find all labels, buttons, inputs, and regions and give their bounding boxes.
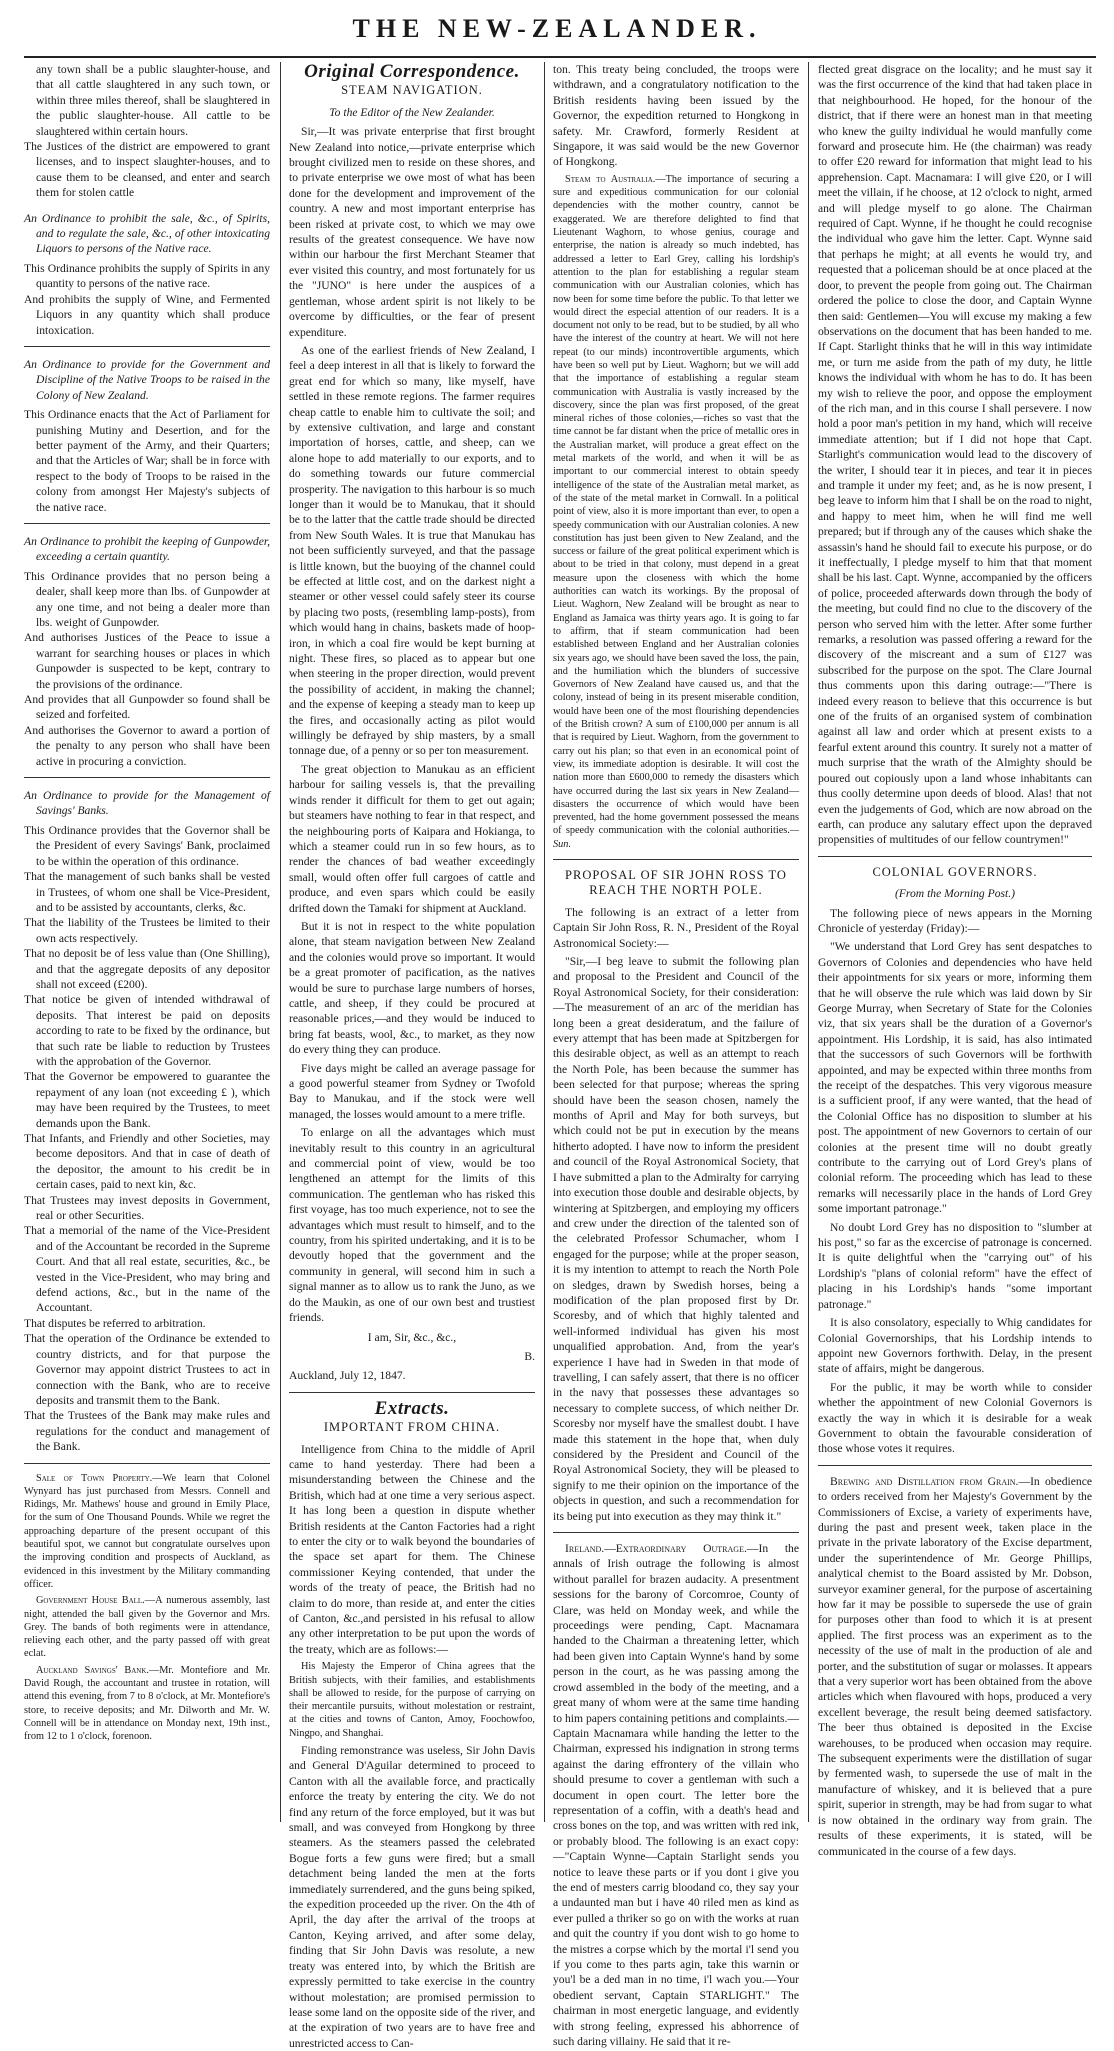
news-ball-title: Government House Ball.	[36, 1595, 145, 1607]
divider	[24, 346, 270, 347]
divider	[553, 1532, 799, 1533]
source-credit: (From the Morning Post.)	[894, 887, 1015, 901]
article-paragraph: As one of the earliest friends of New Zealand, I feel a deep interest in all that is likely to forward the great end for which so many, like myself, have settled in these remote regions. The farmer requires cheap cattle to enable him to cultivate the soil; and by extensive cultivation, and large and constant importation of horses, cattle, and sheep, can we alone hope to add materially to our exports, and to do something towards our future commercial prosperity. The navigation to this harbour is so much longer than it would be to Manukau, that it should be to the latter that the cattle trade should be directed from New South Wales. It is true that Manukau has not been sufficiently surveyed, and that the passage is little known, but the buoying of the channel could be effected at little cost, and on the darkest night a steamer or other vessel could safely steer its course by placing two posts, (resembling lamp-posts), from which would hang in chains, baskets made of hoop-iron, in which a coal fire would be kept burning at night. These fires, so placed as to appear but one when steering in the proper direction, would prevent the possibility of accident, in making the channel; and the expense of keeping a steady man to keep up the fires, and occasionally acting as pilot would willingly be defrayed by ship masters, by a small tonnage due, of a penny or so per ton measurement.	[289, 343, 535, 758]
article-paragraph: Sir,—It was private enterprise that first brought New Zealand into notice,—private enterprise which brought civilized men to reside on these shores, and to private enterprise we owe most of what has been done for the development and improvement of the country. A new and most important enterprise has been risked at private cost, to which we may owe results of the greatest consequence. We have now within our harbour the first Merchant Steamer that ever visited this country, and most fortunately for us the "JUNO" is here under the auspices of a gentleman, whose ardent spirit is not likely to be overcome by difficulties, or the fear of present expenditure.	[289, 125, 535, 339]
divider	[818, 856, 1092, 857]
ordinance-text: And provides that all Gunpowder so found shall be seized and forfeited.	[24, 693, 270, 722]
article-paragraph: To enlarge on all the advantages which must inevitably result to this country in an agricultural and commercial point of view, would be too lengthened an attempt for the limits of this communication. The gentleman who has risked this first voyage, has too much experience, not to see the advantages which must result to himself, and to the country, from his spirited undertaking, and it is to be devoutly hoped that the government and the community in general, will second him in such a signal manner as to allow us to rank the Juno, as we do the Maukin, as one of our own best and trustiest friends.	[289, 1126, 535, 1325]
salutation: To the Editor of the New Zealander.	[329, 105, 495, 119]
news-ball	[24, 1594, 270, 1660]
column-divider	[544, 62, 545, 1822]
masthead-rule	[24, 56, 1096, 58]
ordinance-item: That the management of such banks shall be vested in Trustees, of whom one shall be Vice-President, and to be assisted by accountants, clerks, &c.	[24, 870, 270, 914]
article-paragraph: But it is not in respect to the white population alone, that steam navigation between New Zealand and the colonies would prove so important. It would be a great promoter of pacification, as the natives would be sure to purchase large numbers of horses, cattle, and sheep, if they could be procured at reasonable prices,—and they would be induced to bring fat beasts, wool, &c., to market, as they now do every thing they can produce.	[289, 919, 535, 1057]
signature: B.	[524, 1349, 535, 1363]
ordinance-item: That disputes be referred to arbitration.	[24, 1316, 206, 1330]
article-paragraph: The great objection to Manukau as an efficient harbour for sailing vessels is, that the prevailing winds render it difficult for them to get out again; but steamers have nothing to fear in that respect, and the neighbouring ports of Kaipara and Hokianga, to which a steamer could run in so few hours, as to render the chances of bad weather exceedingly small, would often offer full cargoes of cattle and produce, and even spars which could be easily drifted down the Tamaki for shipment at Auckland.	[289, 762, 535, 915]
source-credit: —Sun.	[553, 825, 799, 850]
ordinance-item: That the liability of the Trustees be limited to their own acts respectively.	[24, 916, 270, 945]
ordinance-savings-title: An Ordinance to provide for the Management of Savings' Banks.	[24, 789, 270, 818]
ordinance-text: This Ordinance provides that the Governor shall be the President of every Savings' Bank, proclaimed to be within the operation of this ordinance.	[24, 823, 270, 868]
column-1	[24, 62, 270, 1822]
news-sale-text: —We learn that Colonel Wynyard has just purchased from Messrs. Connell and Ridings, Mr. Mathews' house and ground in Emily Place, for the sum of One Thousand Pounds. While we regret the approaching departure of the present occupant of this beautiful spot, we cannot but congratulate ourselves upon the improving condition and prospects of Auckland, as evidenced in this investment by the Military commanding officer.	[24, 1472, 270, 1590]
ordinance-item: That no deposit be of less value than (One Shilling), and that the aggregate deposits of any depositor shall not exceed (£200).	[24, 947, 270, 991]
article-paragraph: Intelligence from China to the middle of April came to hand yesterday. There had been a misunderstanding between the Chinese and the British, which had at one time a very serious aspect. It has long been a question in dispute whether British residents at the Canton Factories had a right to enter the city or to walk beyond the boundaries of the space set apart for them. The Chinese commissioner Keying contended, that under the words of the treaty of peace, the British had no claim to do more, than reside at, and enter the cities of Canton, &c.,and persisted in his refusal to allow any other interpretation to be put upon the words of the treaty, which are as follows:—	[289, 1442, 535, 1656]
section-title-extracts: Extracts.	[374, 1397, 450, 1419]
ordinance-text: And authorises Justices of the Peace to issue a warrant for searching houses or places in which Gunpowder is suspected to be kept, contrary to the provisions of the ordinance.	[24, 631, 270, 691]
news-brewing	[818, 1474, 1092, 1859]
article-paragraph: For the public, it may be worth while to consider whether the appointment of new Colonial Governors is exactly the way in which it is desirable for a weak Government to obtain the favourable consideration of those whose votes it requires.	[818, 1380, 1092, 1456]
article-paragraph: ton. This treaty being concluded, the troops were withdrawn, and a congratulatory notification to the British residents having been issued by the Governor, the expedition returned to Hongkong in safety. Mr. Crawford, formerly Resident at Singapore, it was said would be the new Governor of Hongkong.	[553, 63, 799, 169]
news-bank-title: Auckland Savings' Bank.	[36, 1664, 149, 1676]
article-paragraph: "We understand that Lord Grey has sent despatches to Governors of Colonies and dependencies who have held their appointments for six years or more, informing them that he will observe the rule which was laid down by Sir George Murray, when Secretary of State for the Colonies viz, that six years shall be the duration of a Governor's appointment. His Lordship, it is said, has also intimated that the successors of such Governors will be forthwith appointed, and may be expected within three months from the receipt of the despatches. This very vigorous measure is a sufficient proof, if any were wanted, that the head of the Colonial Office has no disposition to slumber at his post. The appointment of new Governors to certain of our colonies at the present time will no doubt greatly contribute to the carrying out of Lord Grey's plans of colonial reform. The proceeding which has lead to these remarks will necessarily place in the hands of Lord Grey some important patronage."	[818, 940, 1092, 1216]
column-3	[553, 62, 799, 2049]
news-steam-text: —The importance of securing a sure and expeditious communication for our colonial dependencies with the mother country, cannot be exaggerated. We are therefore delighted to find that Lieutenant Waghorn, to whose genius, courage and enterprise, the nation is already so much indebted, has addressed a letter to Earl Grey, calling his lordship's attention to the plan for establishing a regular steam communication with our Australian colonies, which has now been for some time before the public. To that letter we would direct the especial attention of our readers. It is a document not only to be read, but to be studied, by all who have the interest of the country at heart. We will not here repeat (to our minds) incontrovertible arguments, which have been so well put by Lieut. Waghorn; but we will add that the importance of establishing a regular steam communication with Australia is vastly increased by the discovery, since the plan was first proposed, of the great mineral riches of those colonies,—riches so vast that the time cannot be far distant when the price of metallic ores in the Australian market, will produce a great effect on the metal markets of the world, and when it will be as important to our commercial interest to obtain speedy intelligence of the state of the Australian metal market, as of the state of the metal market in Cornwall. In a political point of view, also it is more important than ever, to open a speedy communication with our Australian colonies. A new constitution has just been given to New Zealand, and the success or failure of the great political experiment which is about to be tried in that colony, must depend in a great measure upon the closeness with which the home authorities can watch its workings. By the proposal of Lieut. Waghorn, New Zealand will be brought as near to England as Jamaica was thirty years ago. It is going to far to affirm, that if steam communication had been established between England and her Australian colonies six years ago, we should have been saved the loss, the pain, and the humiliation which the blunders of successive Governors of New Zealand have caused us, and that the colony, instead of being in its present miserable condition, would have been one of the most flourishing dependencies of the British crown? A sum of £100,000 per annum is all that is required by Lieut. Waghorn, from the government to carry out his plan; so that even in an economical point of view, its immediate adoption is desirable. It will cost the nation more than £600,000 to remedy the disasters which have occurred during the last six years in New Zealand—disasters the occurrence of which would have been prevented, had the home government possessed the means of speedy communication with the colonial authorities.	[553, 173, 799, 837]
ordinance-item: That the Governor be empowered to guarantee the repayment of any loan (not exceeding £ ), which may have been required by the Trustees, to meet demands upon the Bank.	[24, 1070, 270, 1130]
news-ireland-title: Ireland.—Extraordinary Outrage.	[565, 1542, 747, 1556]
column-divider	[808, 62, 809, 1822]
divider	[24, 1463, 270, 1464]
ordinance-gunpowder-title: An Ordinance to prohibit the keeping of Gunpowder, exceeding a certain quantity.	[24, 534, 270, 564]
news-sale	[24, 1472, 270, 1592]
ordinance-item: That Trustees may invest deposits in Government, real or other Securities.	[24, 1193, 270, 1223]
ordinance-text: This Ordinance prohibits the supply of Spirits in any quantity to persons of the native race.	[24, 261, 270, 291]
divider	[24, 777, 270, 778]
ordinance-item: That Infants, and Friendly and other Societies, may become depositors. And that in case of death of the depositor, the amount to his credit be in certain cases, paid to next kin, &c.	[24, 1132, 270, 1192]
article-paragraph: Finding remonstrance was useless, Sir John Davis and General D'Aguilar determined to proceed to Canton with all the available force, and practically enforce the treaty by entering the city. We do not find any return of the force employed, but it was but small, and was conveyed from Hongkong by three steamers. As the steamers passed the celebrated Bogue forts a few guns were fired; but a small detachment being landed the men at the forts immediately surrendered, and the guns being spiked, the expedition proceeded up the river. On the 4th of April, the day after the arrival of the troops at Canton, Keying arrived, and after some delay, finding that Sir John Davis was resolute, a new treaty was entered into, by which the British are expressly permitted to take exercise in the country without molestation; are promised permission to lease some land on the opposite side of the river, and at the expiration of two years are to have free and unrestricted access to Can-	[289, 1744, 535, 2050]
masthead: THE NEW-ZEALANDER.	[352, 14, 762, 43]
article-paragraph: It is also consolatory, especially to Whig candidates for Colonial Governorships, that his Lordship intends to appoint new Governors forthwith. Delay, in the present state of affairs, might be dangerous.	[818, 1316, 1092, 1376]
ordinance-text: And authorises the Governor to award a portion of the penalty to any person who shall have been active in procuring a conviction.	[24, 723, 270, 768]
ordinance-item: That notice be given of intended withdrawal of deposits. That interest be paid on deposits according to rate to be fixed by the ordinance, but that such rate be liable to reduction by Trustees with the approbation of the Governor.	[24, 993, 270, 1068]
article-paragraph: Five days might be called an average passage for a good powerful steamer from Sydney or Twofold Bay to Manukau, and if the stock were well managed, the losses would amount to a mere trifle.	[289, 1061, 535, 1121]
ordinance-item: That the Trustees of the Bank may make rules and regulations for the conduct and management of the Bank.	[24, 1409, 270, 1454]
news-bank-text: —Mr. Montefiore and Mr. David Rough, the accountant and trustee in rotation, will attend this evening, from 7 to 8 o'clock, at Mr. Montefiore's store, to receive deposits; and Mr. Dilworth and Mr. W. Connell will be in attendance on Monday next, 19th inst., from 12 to 1 o'clock, forenoon.	[24, 1664, 270, 1743]
article-paragraph: No doubt Lord Grey has no disposition to "slumber at his post," so far as the excercise of patronage is concerned. It is quite delightful when the "carrying out" of his Lordship's "plans of colonial reform" have the effect of placing in his Lordship's hands "some important patronage."	[818, 1220, 1092, 1311]
justices-text: The Justices of the district are empowered to grant licenses, and to inspect slaughter-houses, and to cause them to be cleansed, and enter and search them for stolen cattle	[24, 140, 270, 200]
news-bank	[24, 1664, 270, 1744]
article-title-steam: STEAM NAVIGATION.	[341, 83, 483, 98]
slaughter-text: any town shall be a public slaughter-house, and that all cattle slaughtered in any such town, or within three miles thereof, shall be slaughtered in the public slaughter-house. All cattle to be slaughtered within certain hours.	[36, 63, 270, 138]
ordinance-text: This Ordinance provides that no person being a dealer, shall keep more than lbs. of Gunpowder at any one time, and not being a dealer more than lbs. weight of Gunpowder.	[24, 569, 270, 629]
column-divider	[280, 62, 281, 1822]
ordinance-text: And prohibits the supply of Wine, and Fermented Liquors in any quantity which shall produce intoxication.	[24, 292, 270, 337]
dateline: Auckland, July 12, 1847.	[289, 1369, 406, 1383]
article-title-colonial: COLONIAL GOVERNORS.	[872, 864, 1038, 879]
article-title-ross: PROPOSAL OF SIR JOHN ROSS TO REACH THE NORTH POLE.	[565, 867, 787, 898]
column-4	[818, 62, 1092, 1858]
ordinance-item: That the operation of the Ordinance be extended to country districts, and for that purpose the Governor may appoint district Trustees to act in connection with the Bank, who are to receive deposits and transmit them to the Bank.	[24, 1332, 270, 1407]
news-steam-australia	[553, 173, 799, 851]
news-ball-text: —A numerous assembly, last night, attended the ball given by the Governor and Mrs. Grey. The bands of both regiments were in attendance, relieving each other, and the party passed off with great eclat.	[24, 1595, 270, 1660]
news-ireland-text: —In the annals of Irish outrage the following is almost without parallel for brazen audacity. A presentment sessions for the barony of Corcomroe, County of Clare, was held on Monday week, and while the proceedings were pending, Capt. Macnamara handed to the Chairman a threatening letter, which had been given into Captain Wynne's hand by some person in the court, as he was passing among the crowd assembled in the body of the meeting, and a great many of whom were at the same time handing to him papers containing petitions and complaints.—Captain Macnamara while handing the letter to the Chairman, expressed his indignation in strong terms against the daring effrontery of the villain who should presume to cover a gentleman with such a document in open court. The letter bore the representation of a coffin, with a death's head and cross bones on the top, and was written with red ink, or probably blood. The following is an exact copy:—"Captain Wynne—Captain Starlight sends you notice to leave these parts or if you dont i give you the end of mesters carrig bloodand co, they say your a undaunted man but i have 40 riled men as kind as ever pulled a thriker so go on with the works at ruan and quit the country if you dont wish to go home to the mistres a corpse which by the mortal i'l send you if you come to thes parts agin, take this warnin or you'l be a ded man in no time, i'l wach you.—Your obedient servant, Captain STARLIGHT." The chairman in most energetic language, and evidently with strong feeling, expressed his abhorrence of such daring villainy. He said that it re-	[553, 1542, 799, 2049]
section-title-correspondence: Original Correspondence.	[304, 61, 520, 82]
treaty-quote: His Majesty the Emperor of China agrees that the British subjects, with their families, and establishments shall be allowed to reside, for the purpose of carrying on their mercantile pursuits, without molestation or restraint, at the cities and towns of Canton, Amoy, Foochowfoo, Ningpo, and Shanghai.	[289, 1661, 535, 1739]
ordinance-troops-title: An Ordinance to provide for the Government and Discipline of the Native Troops to be raised in the Colony of New Zealand.	[24, 357, 270, 402]
column-2	[289, 61, 535, 2050]
divider	[553, 859, 799, 860]
article-paragraph: The following is an extract of a letter from Captain Sir John Ross, R. N., President of the Royal Astronomical Society:—	[553, 905, 799, 950]
divider	[24, 523, 270, 524]
news-ireland	[553, 1541, 799, 2049]
divider	[289, 1392, 535, 1393]
article-paragraph: "Sir,—I beg leave to submit the following plan and proposal to the President and Council of the Royal Astronomical Society, for their consideration:—The measurement of an arc of the meridian has long been a great desideratum, and the failure of every attempt that has been made at Spitzbergen for this desirable object, as well as an attempt to reach the North Pole, has been because the summer has been selected for that purpose; whereas the spring should have been the season chosen, namely the months of April and May for both surveys, but which could not be put in execution by the means hitherto adopted. I have now to inform the president and council of the Royal Astronomical Society, that I have submitted a plan to the Admiralty for carrying into execution those double and desirable objects, by wintering at Spitzbergen, and employing my officers and crew under the direction of the talented son of the celebrated Professor Schumacher, whom I engaged for the purpose; while at the proper season, it is my intention to attempt to reach the North Pole on sledges, drawn by Swedish horses, being a modification of the plan proposed first by Dr. Scoresby, and of which that highly talented and well-informed individual has given his most unqualified approbation. And, from the year's experience I have had in Sweden in that mode of travelling, I can safely assert, that there is no officer in the navy that possesses these advantages so necessary to complete success, of which neither Dr. Scoresby nor myself have the smallest doubt. I have made this statement in the hope that, when duly considered by the President and Council of the Royal Astronomical Society, they will be pleased to signify to me their opinion on the importance of the objects in question, and such a recommendation for its being put into execution as they may think it."	[553, 955, 799, 1523]
news-steam-title: Steam to Australia.	[565, 173, 656, 185]
article-paragraph: flected great disgrace on the locality; and he must say it was the first occurrence of the kind that had taken place in that neighbourhood. He hoped, for the honour of the district, that if there were an honest man in that meeting who knew the guilty individual he would manfully come forward and prosecute him. He (the chairman) was ready to offer £20 reward for information that might lead to his apprehension. Capt. Macnamara: I will give £20, or I will meet the villain, if he choose, at 12 o'clock to night, armed and will pledge myself to go alone. The Chairman required of Capt. Wynne, if he thought he could recognise the individual who gave him the letter. Capt. Wynne said that perhaps he might; at all events he would try, and requested that a policeman should be at once placed at the door, to prevent the people from going out. The Chairman ordered the police to close the door, and Captain Wynne then said: Gentlemen—You will excuse my making a few observations on the document that has been handed to me. If Capt. Starlight thinks that he will in this way intimidate me, or turn me aside from the path of my duty, he little knows the individual with whom he has to do. It has been my wish to relieve the poor, and oppose the employment of the rich man, and in this course I shall persevere. I now hold a poor man's petition in my hand, which will receive immediate attention; but if I did not hope that Capt. Starlight's communication would lead to the discovery of the writer, I should tear it in pieces, and tear it in pieces and trample it under my feet; and, as he is now present, I beg leave to inform him that I shall be on the road to night, and happy to meet him, when he will find me well prepared; but if through any of the causes which shake the assassin's hand he should fail to execute his purpose, or do it ineffectually, I pledge myself to him that that moment shall be his last. Capt. Wynne, accompanied by the officers of police, proceeded afterwards down through the body of the meeting, but could find no clue to the discovery of the person who served him with the letter. After some further remarks, a resolution was passed offering a reward for the discovery of the miscreant and a sum of £127 was subscribed for the purpose on the spot. The Clare Journal thus comments upon this daring outrage:—"There is indeed every reason to believe that this occurrence is but one of the fruits of an organised system of combination against all law and order which at present exists to a fearful extent around this country. It surely not a matter of much surprise that the wrath of the Almighty should be poured out copiously upon a land whose inhabitants can thus coolly determine upon deeds of blood. Alas! that not even the judgements of God, which are now abroad on the earth, can produce any salutary effect upon the depraved propensities of multitudes of our fellow countrymen!"	[818, 63, 1092, 847]
ordinance-text: This Ordinance enacts that the Act of Parliament for punishing Mutiny and Desertion, and for the better payment of the Army, and their Quarters; and that the Articles of War; shall be in force with respect to the body of Troops to be raised in the colony from amongst Her Majesty's subjects of the native race.	[24, 408, 270, 514]
ordinance-item: That a memorial of the name of the Vice-President and of the Accountant be recorded in the Supreme Court. And that all real estate, securities, &c., be vested in the Vice-President, who may bring and defend actions, &c., but in the name of the Accountant.	[24, 1224, 270, 1315]
article-paragraph: The following piece of news appears in the Morning Chronicle of yesterday (Friday):—	[818, 906, 1092, 935]
divider	[818, 1465, 1092, 1466]
news-brewing-title: Brewing and Distillation from Grain.	[830, 1474, 1019, 1488]
news-sale-title: Sale of Town Property.	[36, 1472, 153, 1484]
closing: I am, Sir, &c., &c.,	[367, 1330, 457, 1344]
ordinance-spirits-title: An Ordinance to prohibit the sale, &c., of Spirits, and to regulate the sale, &c., of other intoxicating Liquors to persons of the Native race.	[24, 211, 270, 256]
article-title-china: IMPORTANT FROM CHINA.	[323, 1420, 501, 1435]
news-brewing-text: —In obedience to orders received from her Majesty's Government by the Commissioners of Excise, a variety of experiments have, during the past and present week, taken place in the private in the private laboratory of the Excise department, under the superintendence of Mr. George Phillips, analytical chemist to the Board assisted by Mr. Dobson, surveyor examiner general, for the purpose of ascertaining how far it may be possible to supersede the use of grain for purposes other than food to which it is at present applied. The first process was an experiment as to the necessity of the use of malt in the production of ale and porter, and the substitution of sugar or molasses. It appears that a very superior wort has been obtained from the above articles which when flavoured with hops, produced a very excellent beverage, the result being deemed satisfactory. The beer thus obtained is deposited in the Excise warehouses, to be produced when occasion may require. The subsequent experiments were the distillation of sugar by fermented wash, to supersede the use of malt in the manufacture of whiskey, and it is believed that a pure spirit, superior in strength, may be had from sugar to what is now obtained in the ordinary way from grain. The results of these experiments, it is stated, will be communicated in the course of a few days.	[818, 1474, 1092, 1858]
